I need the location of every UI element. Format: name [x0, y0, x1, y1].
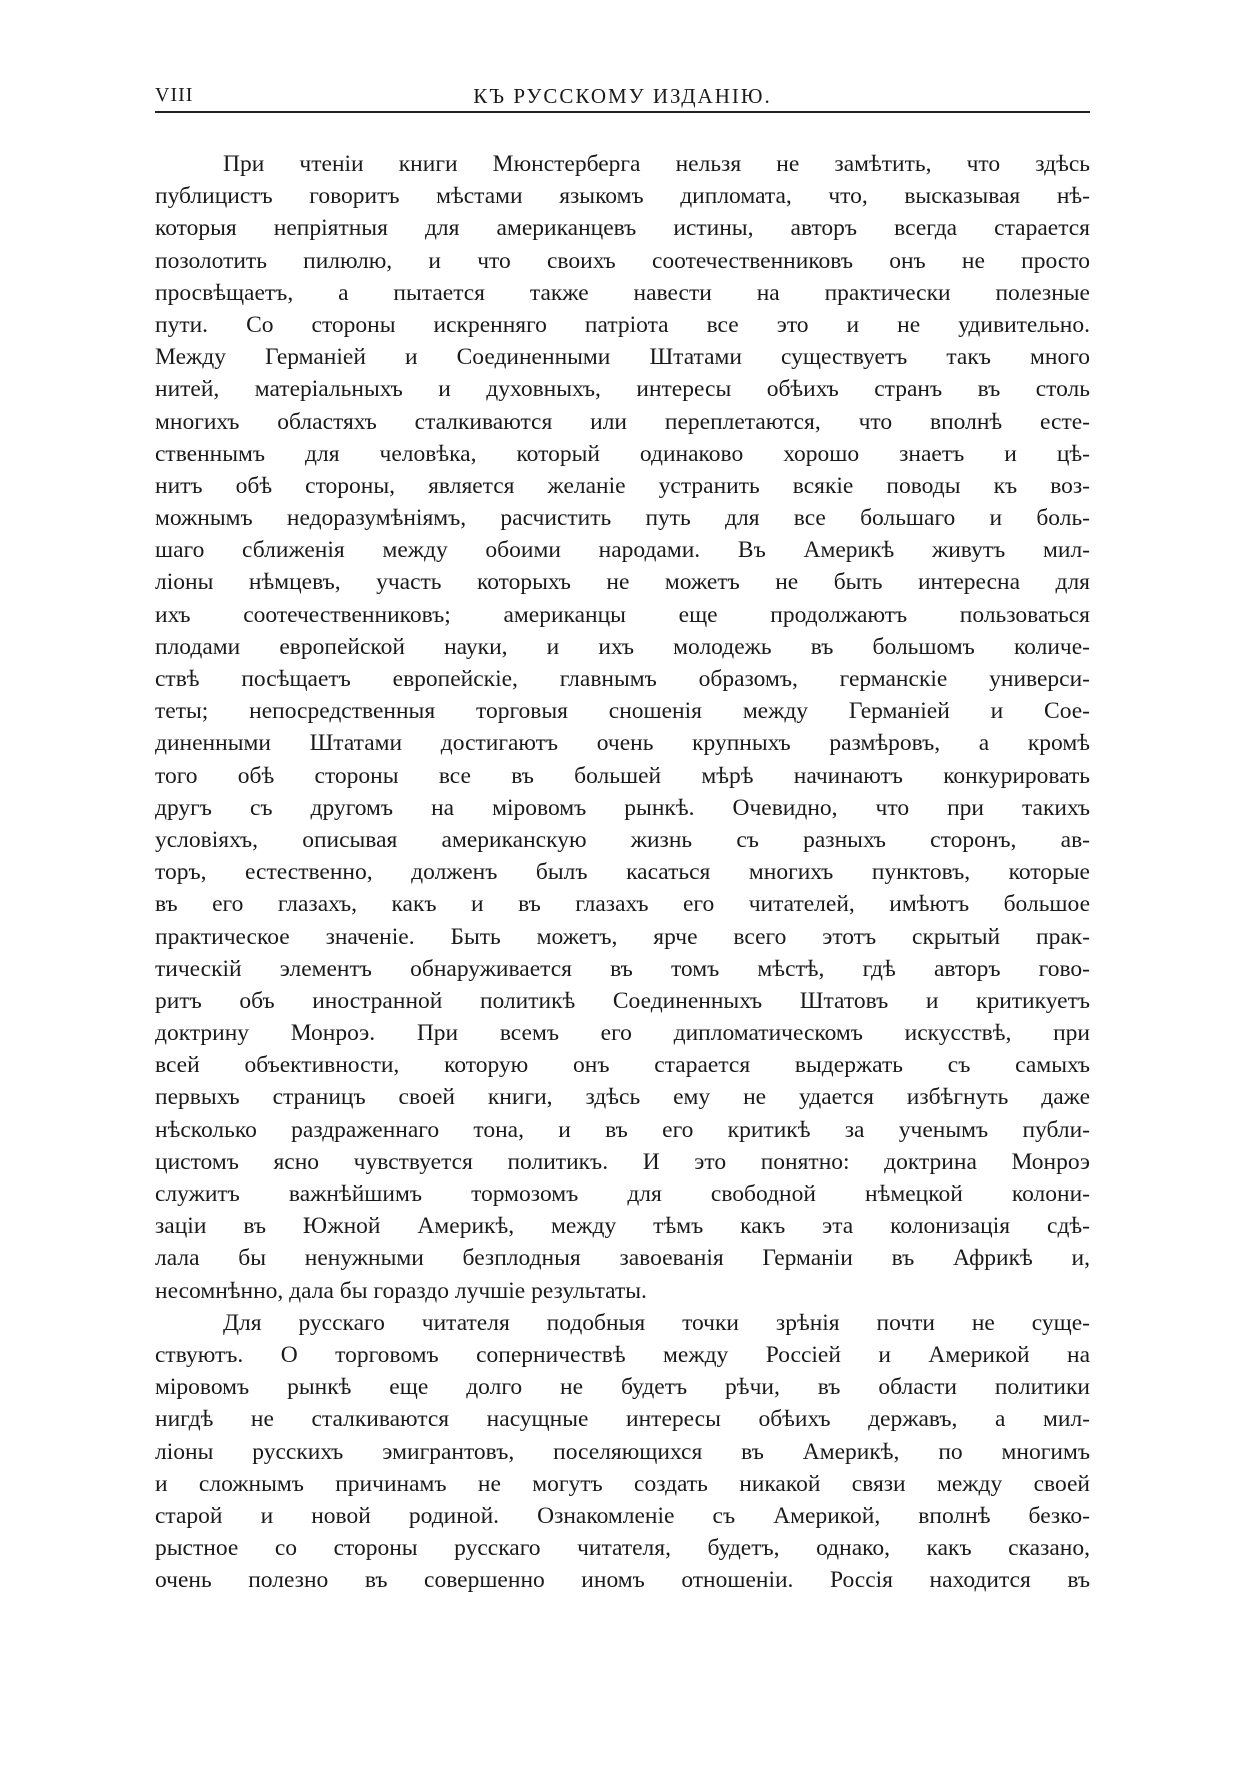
- text-line: старой и новой родиной. Ознакомленіе съ Америкой, вполнѣ безко-: [155, 1502, 1090, 1529]
- text-line: міровомъ рынкѣ еще долго не будетъ рѣчи, въ области политики: [155, 1374, 1090, 1401]
- text-line: въ его глазахъ, какъ и въ глазахъ его читателей, имѣютъ большое: [155, 891, 1090, 918]
- paragraph-end-line: несомнѣнно, дала бы гораздо лучшіе результаты.: [155, 1277, 647, 1304]
- text-line: и сложнымъ причинамъ не могутъ создать никакой связи между своей: [155, 1470, 1090, 1497]
- text-line: позолотить пилюлю, и что своихъ соотечественниковъ онъ не просто: [155, 247, 1090, 274]
- text-line: просвѣщаетъ, а пытается также навести на практически полезные: [155, 279, 1090, 306]
- text-line: Для русскаго читателя подобныя точки зрѣнія почти не суще-: [223, 1309, 1090, 1336]
- body-text: [155, 148, 1090, 1596]
- text-line: нитей, матеріальныхъ и духовныхъ, интересы обѣихъ странъ въ столь: [155, 376, 1090, 403]
- text-line: нитъ обѣ стороны, является желаніе устранить всякіе поводы къ воз-: [155, 472, 1090, 499]
- text-line: пути. Со стороны искренняго патріота все это и не удивительно.: [155, 311, 1090, 338]
- text-line: Между Германіей и Соединенными Штатами существуетъ такъ много: [155, 344, 1090, 371]
- text-line: теты; непосредственныя торговыя сношенія между Германіей и Сое-: [155, 698, 1090, 725]
- text-line: торъ, естественно, долженъ былъ касаться многихъ пунктовъ, которые: [155, 859, 1090, 886]
- text-line: диненными Штатами достигаютъ очень крупныхъ размѣровъ, а кромѣ: [155, 730, 1090, 757]
- page-number: VIII: [155, 84, 194, 106]
- text-line: другъ съ другомъ на міровомъ рынкѣ. Очевидно, что при такихъ: [155, 794, 1090, 821]
- text-line: ихъ соотечественниковъ; американцы еще продолжаютъ пользоваться: [155, 601, 1090, 628]
- text-line: ственнымъ для человѣка, который одинаково хорошо знаетъ и цѣ-: [155, 440, 1090, 467]
- text-line: многихъ областяхъ сталкиваются или переплетаются, что вполнѣ есте-: [155, 408, 1090, 435]
- text-line: нигдѣ не сталкиваются насущные интересы обѣихъ державъ, а мил-: [155, 1406, 1090, 1433]
- text-line: публицистъ говоритъ мѣстами языкомъ дипломата, что, высказывая нѣ-: [155, 183, 1090, 210]
- text-line: плодами европейской науки, и ихъ молодежь въ большомъ количе-: [155, 633, 1090, 660]
- text-line: всей объективности, которую онъ старается выдержать съ самыхъ: [155, 1052, 1090, 1079]
- text-line: можнымъ недоразумѣніямъ, расчистить путь для все большаго и боль-: [155, 505, 1090, 532]
- text-line: которыя непріятныя для американцевъ истины, авторъ всегда старается: [155, 215, 1090, 242]
- text-line: ліоны нѣмцевъ, участь которыхъ не можетъ не быть интересна для: [155, 569, 1090, 596]
- text-line: доктрину Монроэ. При всемъ его дипломатическомъ искусствѣ, при: [155, 1020, 1090, 1047]
- text-line: ствѣ посѣщаетъ европейскіе, главнымъ образомъ, германскіе универси-: [155, 666, 1090, 692]
- text-line: рыстное со стороны русскаго читателя, будетъ, однако, какъ сказано,: [155, 1535, 1090, 1562]
- text-line: тическій элементъ обнаруживается въ томъ мѣстѣ, гдѣ авторъ гово-: [155, 955, 1090, 982]
- header-rule: [155, 111, 1090, 113]
- text-line: очень полезно въ совершенно иномъ отношеніи. Россія находится въ: [155, 1567, 1090, 1594]
- text-line: заціи въ Южной Америкѣ, между тѣмъ какъ эта колонизація сдѣ-: [155, 1213, 1090, 1240]
- text-line: цистомъ ясно чувствуется политикъ. И это понятно: доктрина Монроэ: [155, 1148, 1090, 1175]
- text-line: ствуютъ. О торговомъ соперничествѣ между Россіей и Америкой на: [155, 1341, 1090, 1368]
- text-line: того обѣ стороны все въ большей мѣрѣ начинаютъ конкурировать: [155, 762, 1090, 789]
- text-line: При чтеніи книги Мюнстерберга нельзя не замѣтить, что здѣсь: [223, 151, 1090, 177]
- text-line: нѣсколько раздраженнаго тона, и въ его критикѣ за ученымъ публи-: [155, 1116, 1090, 1143]
- text-line: ритъ объ иностранной политикѣ Соединенныхъ Штатовъ и критикуетъ: [155, 987, 1090, 1014]
- text-line: первыхъ страницъ своей книги, здѣсь ему не удается избѣгнуть даже: [155, 1084, 1090, 1111]
- text-line: условіяхъ, описывая американскую жизнь съ разныхъ сторонъ, ав-: [155, 826, 1090, 853]
- text-line: служитъ важнѣйшимъ тормозомъ для свободной нѣмецкой колони-: [155, 1181, 1090, 1207]
- text-line: шаго сближенія между обоими народами. Въ Америкѣ живутъ мил-: [155, 537, 1090, 564]
- text-line: ліоны русскихъ эмигрантовъ, поселяющихся въ Америкѣ, по многимъ: [155, 1438, 1090, 1465]
- text-line: практическое значеніе. Быть можетъ, ярче всего этотъ скрытый прак-: [155, 923, 1090, 950]
- running-title: КЪ РУССКОМУ ИЗДАНІЮ.: [473, 84, 772, 108]
- text-line: лала бы ненужными безплодныя завоеванія Германіи въ Африкѣ и,: [155, 1245, 1090, 1272]
- running-head: [155, 80, 1090, 114]
